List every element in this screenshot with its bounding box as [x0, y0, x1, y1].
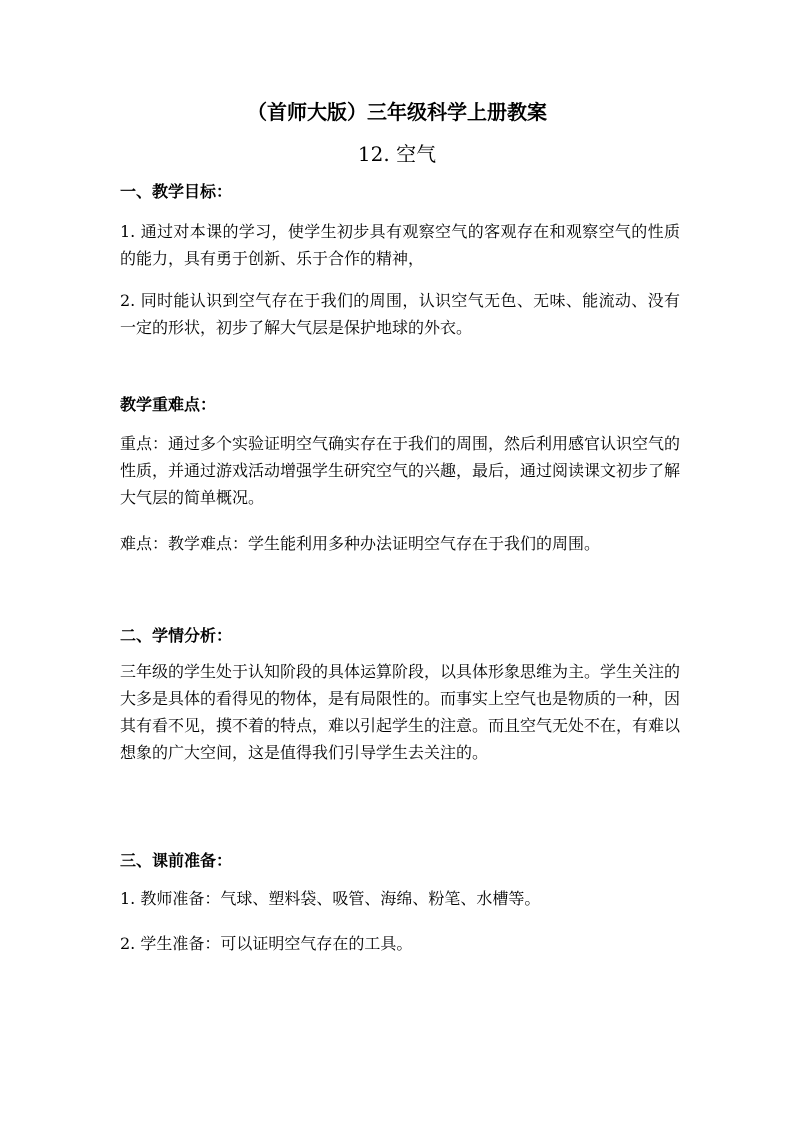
key-point-difficulty: 难点：教学难点：学生能利用多种办法证明空气存在于我们的周围。	[120, 534, 601, 553]
lesson-title: 12. 空气	[357, 142, 437, 166]
document-title: （首师大版）三年级科学上册教案	[247, 100, 547, 124]
preparation-item-student: 2. 学生准备：可以证明空气存在的工具。	[120, 934, 413, 953]
section-heading-preparation: 三、课前准备：	[120, 851, 233, 870]
analysis-paragraph: 三年级的学生处于认知阶段的具体运算阶段，以具体形象思维为主。学生关注的大多是具体的看得见的物体，是有局限性的。而事实上空气也是物质的一种，因其有看不见，摸不着的特点，难以引起学生的注意。而且空气无处不在，有难以想象的广大空间，这是值得我们引导学生去关注的。	[120, 662, 681, 762]
preparation-item-teacher: 1. 教师准备：气球、塑料袋、吸管、海绵、粉笔、水槽等。	[120, 889, 541, 908]
section-heading-objectives: 一、教学目标：	[120, 182, 233, 201]
section-heading-analysis: 二、学情分析：	[120, 626, 233, 645]
key-point-focus: 重点：通过多个实验证明空气确实存在于我们的周围，然后利用感官认识空气的性质，并通过游戏活动增强学生研究空气的兴趣，最后，通过阅读课文初步了解大气层的简单概况。	[120, 434, 681, 507]
objective-item-2: 2. 同时能认识到空气存在于我们的周围，认识空气无色、无味、能流动、没有一定的形状，初步了解大气层是保护地球的外衣。	[120, 291, 680, 337]
section-heading-key-points: 教学重难点：	[120, 395, 217, 414]
objective-item-1: 1. 通过对本课的学习，使学生初步具有观察空气的客观存在和观察空气的性质的能力，具有勇于创新、乐于合作的精神，	[120, 222, 680, 268]
